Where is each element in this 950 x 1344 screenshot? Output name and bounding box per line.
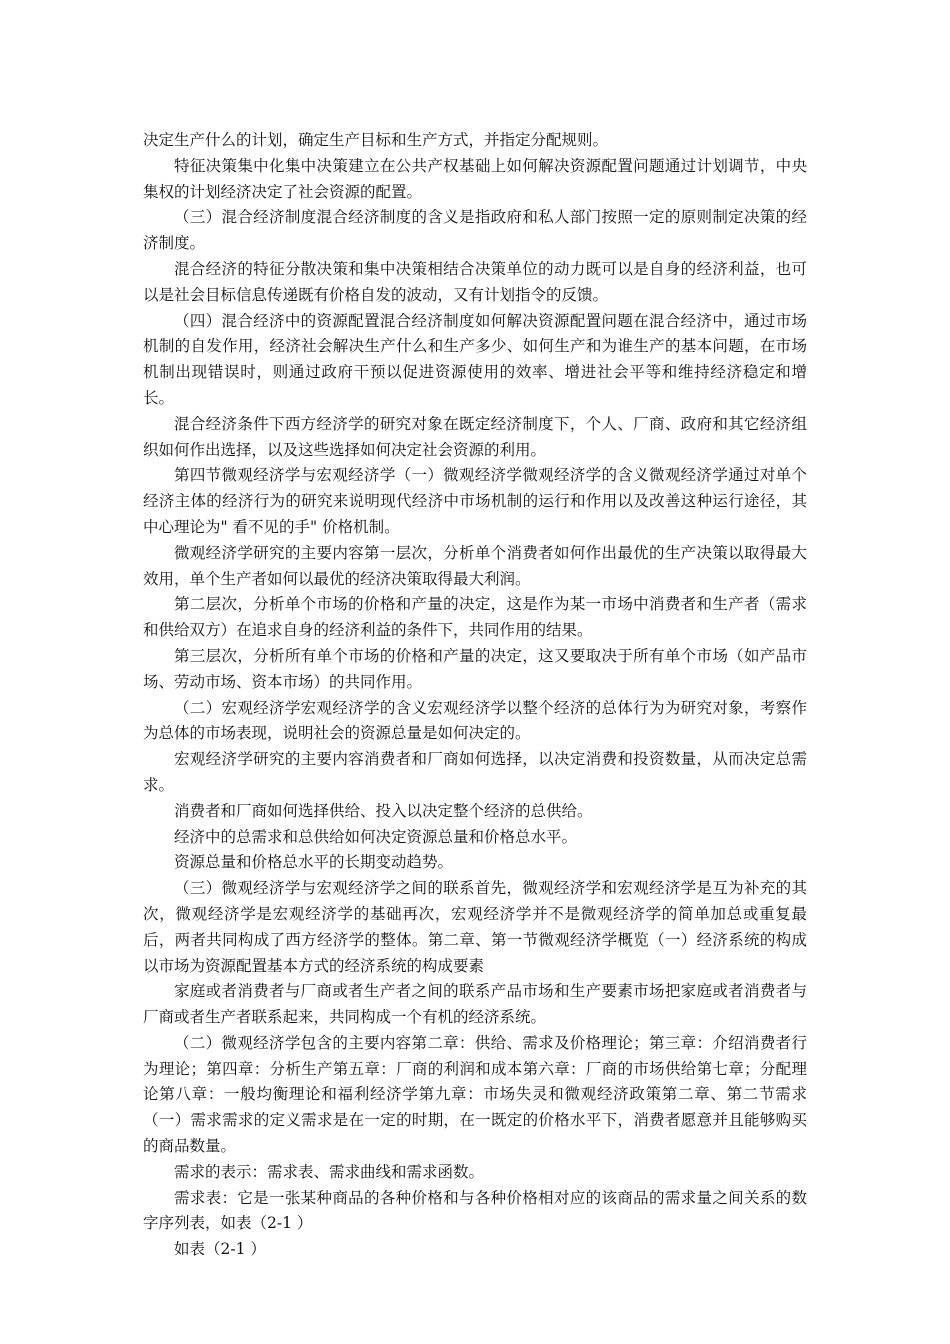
paragraph: 需求表：它是一张某种商品的各种价格和与各种价格相对应的该商品的需求量之间关系的数字序列表，如表（2-1 ） [143,1188,807,1233]
paragraph: （三）微观经济学与宏观经济学之间的联系首先，微观经济学和宏观经济学是互为补充的其次，微观经济学是宏观经济学的基础再次，宏观经济学并不是微观经济学的简单加总或重复最后，两者共同构成了西方经济学的整体。第二章、第一节微观经济学概览（一）经济系统的构成以市场为资源配置基本方式的经济系统的构成要素 [143,879,807,975]
paragraph: 特征决策集中化集中决策建立在公共产权基础上如何解决资源配置问题通过计划调节，中央集权的计划经济决定了社会资源的配置。 [143,156,807,201]
paragraph: 消费者和厂商如何选择供给、投入以决定整个经济的总供给。 [174,801,593,820]
paragraph: （三）混合经济制度混合经济制度的含义是指政府和私人部门按照一定的原则制定决策的经济制度。 [143,208,807,253]
paragraph: 微观经济学研究的主要内容第一层次，分析单个消费者如何作出最优的生产决策以取得最大效用，单个生产者如何以最优的经济决策取得最大利润。 [143,543,807,588]
paragraph: 宏观经济学研究的主要内容消费者和厂商如何选择，以决定消费和投资数量，从而决定总需求。 [143,750,807,794]
paragraph: 第二层次，分析单个市场的价格和产量的决定，这是作为某一市场中消费者和生产者（需求和供给双方）在追求自身的经济利益的条件下，共同作用的结果。 [143,595,807,640]
paragraph: （二）宏观经济学宏观经济学的含义宏观经济学以整个经济的总体行为为研究对象，考察作为总体的市场表现，说明社会的资源总量是如何决定的。 [143,698,807,743]
paragraph: （二）微观经济学包含的主要内容第二章：供给、需求及价格理论；第三章：介绍消费者行为理论；第四章：分析生产第五章：厂商的利润和成本第六章：厂商的市场供给第七章；分配理论第八章：一般均衡理论和福利经济学第九章：市场失灵和微观经济政策第二章、第二节需求（一）需求需求的定义需求是在一定的时期，在一既定的价格水平下，消费者愿意并且能够购买的商品数量。 [143,1033,807,1156]
paragraph: 经济中的总需求和总供给如何决定资源总量和价格总水平。 [174,827,578,846]
paragraph: 第四节微观经济学与宏观经济学（一）微观经济学微观经济学的含义微观经济学通过对单个经济主体的经济行为的研究来说明现代经济中市场机制的运行和作用以及改善这种运行途径，其中心理论为" 看不见的手" 价格机制。 [143,466,807,536]
paragraph: 第三层次，分析所有单个市场的价格和产量的决定，这又要取决于所有单个市场（如产品市场、劳动市场、资本市场）的共同作用。 [143,646,807,691]
paragraph: 混合经济的特征分散决策和集中决策相结合决策单位的动力既可以是自身的经济利益，也可以是社会目标信息传递既有价格自发的波动，又有计划指令的反馈。 [143,259,807,304]
paragraph: 混合经济条件下西方经济学的研究对象在既定经济制度下，个人、厂商、政府和其它经济组织如何作出选择，以及这些选择如何决定社会资源的利用。 [143,414,807,459]
paragraph: 资源总量和价格总水平的长期变动趋势。 [174,853,454,872]
document-body [143,128,807,1263]
paragraph: 需求的表示：需求表、需求曲线和需求函数。 [174,1162,485,1181]
paragraph: 决定生产什么的计划，确定生产目标和生产方式，并指定分配规则。 [143,131,609,149]
paragraph: （四）混合经济中的资源配置混合经济制度如何解决资源配置问题在混合经济中，通过市场机制的自发作用，经济社会解决生产什么和生产多少、如何生产和为谁生产的基本问题，在市场机制出现错误时，则通过政府干预以促进资源使用的效率、增进社会平等和维持经济稳定和增长。 [143,311,807,407]
paragraph: 如表（2-1 ） [174,1240,266,1259]
paragraph: 家庭或者消费者与厂商或者生产者之间的联系产品市场和生产要素市场把家庭或者消费者与厂商或者生产者联系起来，共同构成一个有机的经济系统。 [143,982,807,1027]
